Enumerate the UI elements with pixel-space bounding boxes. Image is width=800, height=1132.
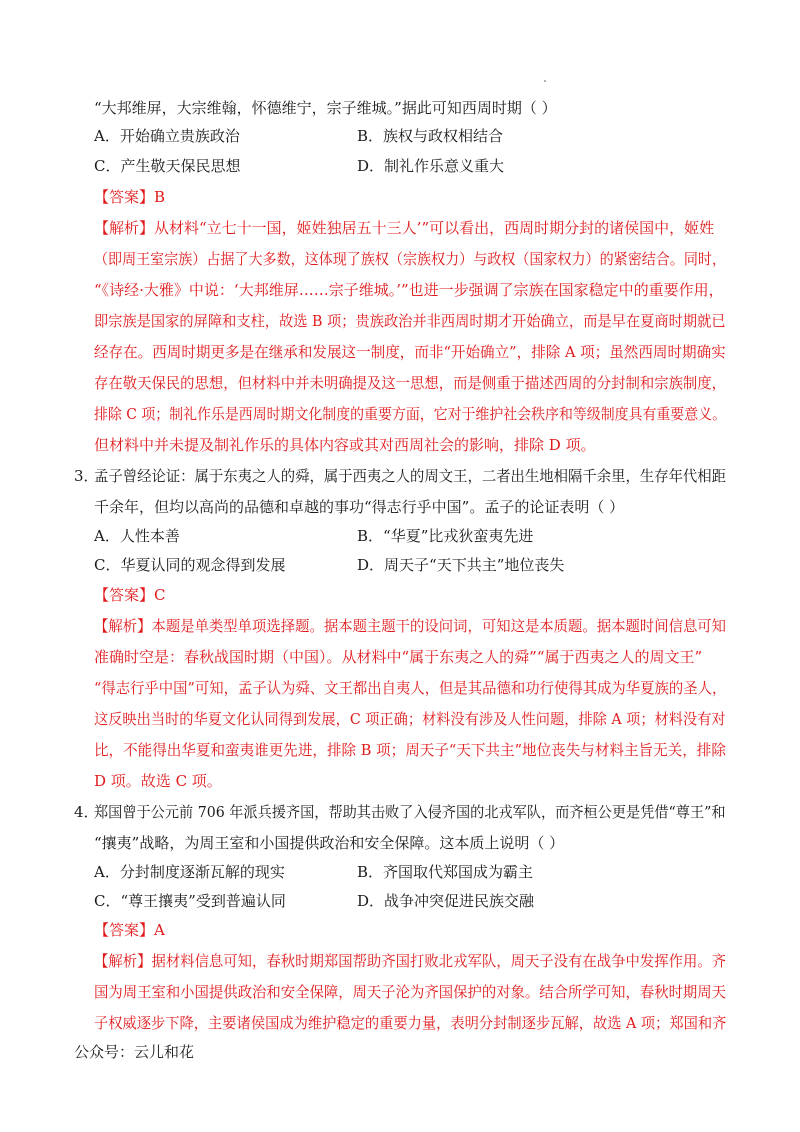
q3-option-c: C．华夏认同的观念得到发展 — [94, 556, 286, 574]
answer-value: B — [154, 188, 166, 206]
answer-label: 【答案】 — [94, 188, 155, 206]
q2-option-d: D．制礼作乐意义重大 — [357, 157, 505, 175]
q3-analysis-line: 【解析】本题是单类型单项选择题。据本题主题干的设问词，可知这是本质题。据本题时间信息可知 — [94, 617, 727, 635]
q3-analysis-line: D 项。故选 C 项。 — [94, 772, 222, 790]
q2-option-a: A．开始确立贵族政治 — [94, 127, 240, 145]
analysis-label: 【解析】 — [94, 219, 155, 237]
q2-analysis-line: 排除 C 项；制礼作乐是西周时期文化制度的重要方面，它对于维护社会秩序和等级制度具有重要意义。 — [94, 405, 726, 423]
q4-analysis-line: 【解析】据材料信息可知，春秋时期郑国帮助齐国打败北戎军队，周天子没有在战争中发挥作用。齐 — [94, 952, 727, 970]
q2-analysis-line: 经存在。西周时期更多是在继承和发展这一制度，而非“开始确立”，排除 A 项；虽然西周时期确实 — [94, 343, 726, 361]
q3-answer — [94, 585, 166, 605]
scan-dot — [544, 80, 546, 82]
q2-analysis-line: 存在敬天保民的思想，但材料中并未明确提及这一思想，而是侧重于描述西周的分封制和宗族制度， — [94, 374, 727, 392]
q3-option-d: D．周天子“天下共主”地位丧失 — [357, 556, 565, 574]
q4-option-a: A．分封制度逐渐瓦解的现实 — [94, 863, 285, 881]
q3-analysis-line: 比，不能得出华夏和蛮夷谁更先进，排除 B 项；周天子“天下共主”地位丧失与材料主旨无关，排除 — [94, 741, 726, 759]
q3-number: 3． — [74, 467, 99, 485]
footer-watermark: 公众号：云儿和花 — [74, 1043, 195, 1061]
q4-option-b: B．齐国取代郑国成为霸主 — [357, 863, 534, 881]
q3-analysis-line: 这反映出当时的华夏文化认同得到发展，C 项正确；材料没有涉及人性问题，排除 A 项；材料没有对 — [94, 710, 726, 728]
q4-stem-line: “攘夷”战略，为周王室和小国提供政治和安全保障。这本质上说明（ ） — [94, 834, 565, 852]
q4-analysis-line: 子权威逐步下降，主要诸侯国成为维护稳定的重要力量，表明分封制逐步瓦解，故选 A 项；郑国和齐 — [94, 1014, 727, 1032]
q4-number: 4． — [74, 803, 99, 821]
q2-analysis-line: “《诗经·大雅》中说：‘大邦维屏……宗子维城。’”也进一步强调了宗族在国家稳定中的重要作用， — [94, 281, 724, 299]
answer-label: 【答案】 — [94, 586, 155, 604]
answer-value: A — [154, 921, 165, 939]
q4-option-c: C．“尊王攘夷”受到普遍认同 — [94, 892, 286, 910]
q4-answer — [94, 920, 165, 940]
q2-analysis-line: （即周王室宗族）占据了大多数，这体现了族权（宗族权力）与政权（国家权力）的紧密结合。同时， — [94, 250, 727, 268]
analysis-label: 【解析】 — [94, 952, 152, 970]
q2-analysis-line: 即宗族是国家的屏障和支柱，故选 B 项；贵族政治并非西周时期才开始确立，而是早在夏商时期就已 — [94, 312, 726, 330]
q2-answer — [94, 187, 165, 207]
q3-option-a: A．人性本善 — [94, 527, 180, 545]
answer-value: C — [154, 586, 166, 604]
q4-analysis-line: 国为周王室和小国提供政治和安全保障，周天子沦为齐国保护的对象。结合所学可知，春秋时期周天 — [94, 983, 727, 1001]
q2-option-b: B．族权与政权相结合 — [357, 127, 504, 145]
q3-analysis-line: 准确时空是：春秋战国时期（中国）。从材料中“属于东夷之人的舜”“属于西夷之人的周文王” — [94, 648, 703, 666]
analysis-label: 【解析】 — [94, 617, 152, 635]
q3-stem-line: 孟子曾经论证：属于东夷之人的舜，属于西夷之人的周文王，二者出生地相隔千余里，生存年代相距 — [94, 467, 727, 485]
q3-analysis-line: “得志行乎中国”可知，孟子认为舜、文王都出自夷人，但是其品德和功行使得其成为华夏族的圣人， — [94, 679, 727, 697]
q3-option-b: B．“华夏”比戎狄蛮夷先进 — [357, 527, 534, 545]
q2-option-c: C．产生敬天保民思想 — [94, 157, 241, 175]
q4-stem-line: 郑国曾于公元前 706 年派兵援齐国，帮助其击败了入侵齐国的北戎军队，而齐桓公更是凭借“尊王”和 — [94, 803, 726, 821]
q4-option-d: D．战争冲突促进民族交融 — [357, 892, 535, 910]
q2-analysis-line: 但材料中并未提及制礼作乐的具体内容或其对西周社会的影响，排除 D 项。 — [94, 436, 596, 454]
q2-analysis-line: 【解析】从材料“立七十一国，姬姓独居五十三人’”可以看出，西周时期分封的诸侯国中，姬姓 — [94, 219, 715, 237]
q3-stem-line: 千余年，但均以高尚的品德和卓越的事功“得志行乎中国”。孟子的论证表明（ ） — [94, 498, 625, 516]
answer-label: 【答案】 — [94, 921, 155, 939]
q2-stem: “大邦维屏，大宗维翰，怀德维宁，宗子维城。”据此可知西周时期（ ） — [94, 99, 557, 117]
